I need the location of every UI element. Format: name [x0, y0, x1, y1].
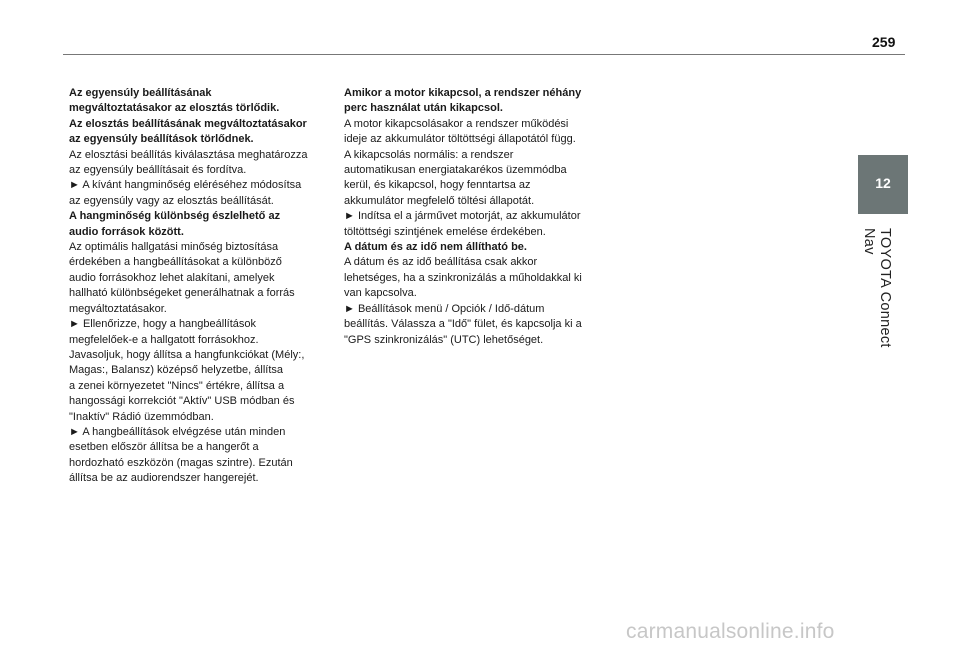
text-line: Az elosztási beállítás kiválasztása meghatározza [69, 148, 308, 161]
text-line: hordozható eszközön (magas szintre). Ezután [69, 456, 293, 469]
text-line: "Inaktív" Rádió üzemmódban. [69, 410, 214, 423]
text-line: megfelelőek-e a hallgatott forrásokhoz. [69, 333, 259, 346]
text-line: A motor kikapcsolásakor a rendszer működési [344, 117, 569, 130]
text-line: ► A hangbeállítások elvégzése után minden [69, 425, 286, 438]
text-line: kerül, és kikapcsol, hogy fenntartsa az [344, 179, 531, 192]
text-line: ► Beállítások menü / Opciók / Idő-dátum [344, 302, 545, 315]
text-line: ► Ellenőrizze, hogy a hangbeállítások [69, 318, 256, 331]
text-line: érdekében a hangbeállításokat a különböző [69, 256, 282, 269]
header-rule [63, 54, 905, 55]
text-line: Az elosztás beállításának megváltoztatásakor [69, 117, 307, 130]
right-column [344, 86, 614, 348]
text-line: a zenei környezetet "Nincs" értékre, állítsa a [69, 379, 285, 392]
text-line: megváltoztatásakor az elosztás törlődik. [69, 102, 280, 115]
text-line: lehetséges, ha a szinkronizálás a műholdakkal ki [344, 271, 582, 284]
text-line: van kapcsolva. [344, 287, 417, 300]
text-line: Magas:, Balansz) középső helyzetbe, állítsa [69, 364, 284, 377]
text-line: ideje az akkumulátor töltöttségi állapotától függ. [344, 133, 576, 146]
text-line: akkumulátor megfelelő töltési állapotát. [344, 194, 535, 207]
page-number: 259 [872, 34, 896, 50]
text-line: Az egyensúly beállításának [69, 87, 212, 99]
text-line: A dátum és az idő beállítása csak akkor [344, 256, 538, 269]
text-line: automatikusan energiatakarékos üzemmódba [344, 164, 567, 177]
text-line: "GPS szinkronizálás" (UTC) lehetőséget. [344, 333, 544, 346]
text-line: Javasoljuk, hogy állítsa a hangfunkciókat (Mély:, [69, 348, 305, 361]
left-column [69, 86, 339, 487]
text-line: hangossági korrekciót "Aktív" USB módban és [69, 395, 295, 408]
text-line: A hangminőség különbség észlelhető az [69, 210, 281, 223]
text-line: ► Indítsa el a járművet motorját, az akkumulátor [344, 210, 581, 223]
watermark: carmanualsonline.info [626, 620, 835, 643]
text-line: Amikor a motor kikapcsol, a rendszer néhány [344, 87, 582, 99]
chapter-title: TOYOTA Connect Nav [861, 228, 893, 348]
text-line: audio források között. [69, 225, 184, 238]
chapter-tab [858, 155, 908, 211]
chapter-number: 12 [875, 175, 891, 191]
text-line: állítsa be az audiorendszer hangerejét. [69, 472, 259, 485]
text-line: perc használat után kikapcsol. [344, 102, 503, 115]
text-line: A dátum és az idő nem állítható be. [344, 241, 527, 254]
text-line: az egyensúly beállítások törlődnek. [69, 133, 254, 146]
text-line: az egyensúly vagy az elosztás beállítását. [69, 194, 274, 207]
text-line: audio forrásokhoz lehet alakítani, amelyek [69, 271, 275, 284]
text-line: Az optimális hallgatási minőség biztosítása [69, 241, 279, 254]
text-line: megváltoztatásakor. [69, 302, 167, 315]
text-line: töltöttségi szintjének emelése érdekében. [344, 225, 546, 238]
text-line: hallható különbségeket generálhatnak a forrás [69, 287, 295, 300]
text-line: esetben először állítsa be a hangerőt a [69, 441, 259, 454]
text-line: A kikapcsolás normális: a rendszer [344, 148, 514, 161]
text-line: ► A kívánt hangminőség eléréséhez módosítsa [69, 179, 302, 192]
text-line: az egyensúly beállításait és fordítva. [69, 164, 247, 177]
chapter-rule [858, 211, 908, 214]
text-line: beállítás. Válassza a "Idő" fület, és kapcsolja ki a [344, 318, 582, 331]
